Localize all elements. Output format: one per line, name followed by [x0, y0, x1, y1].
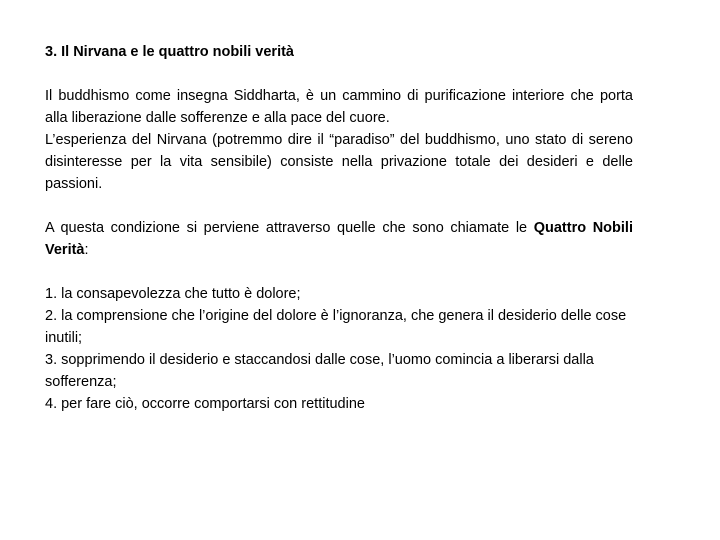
truth-item-4: 4. per fare ciò, occorre comportarsi con rettitudine — [45, 396, 365, 412]
spacer — [45, 195, 633, 217]
truth-item-2: 2. la comprensione che l’origine del dolore è l’ignoranza, che genera il desiderio delle cose inutili; — [45, 308, 627, 346]
truths-intro-text: A questa condizione si perviene attraverso quelle che sono chiamate le — [45, 220, 534, 236]
truths-intro — [45, 217, 633, 261]
slide-title: 3. Il Nirvana e le quattro nobili verità — [45, 44, 294, 60]
truths-intro-bold: Quattro Nobili Verità — [45, 220, 633, 258]
truth-item-3: 3. sopprimendo il desiderio e staccandosi dalle cose, l’uomo comincia a liberarsi dalla sofferenza; — [45, 352, 594, 390]
intro-paragraph-2: L’esperienza del Nirvana (potremmo dire il “paradiso” del buddhismo, uno stato di sereno disinteresse per la vita sensibile) consiste nella privazione totale dei desideri e delle passioni. — [45, 132, 633, 192]
truths-intro-colon: : — [84, 242, 89, 258]
truth-item-1: 1. la consapevolezza che tutto è dolore; — [45, 286, 301, 302]
spacer — [45, 261, 633, 283]
intro-paragraph-1: Il buddhismo come insegna Siddharta, è un cammino di purificazione interiore che porta alla liberazione dalle sofferenze e alla pace del cuore. — [45, 88, 633, 126]
slide-content — [45, 41, 633, 415]
